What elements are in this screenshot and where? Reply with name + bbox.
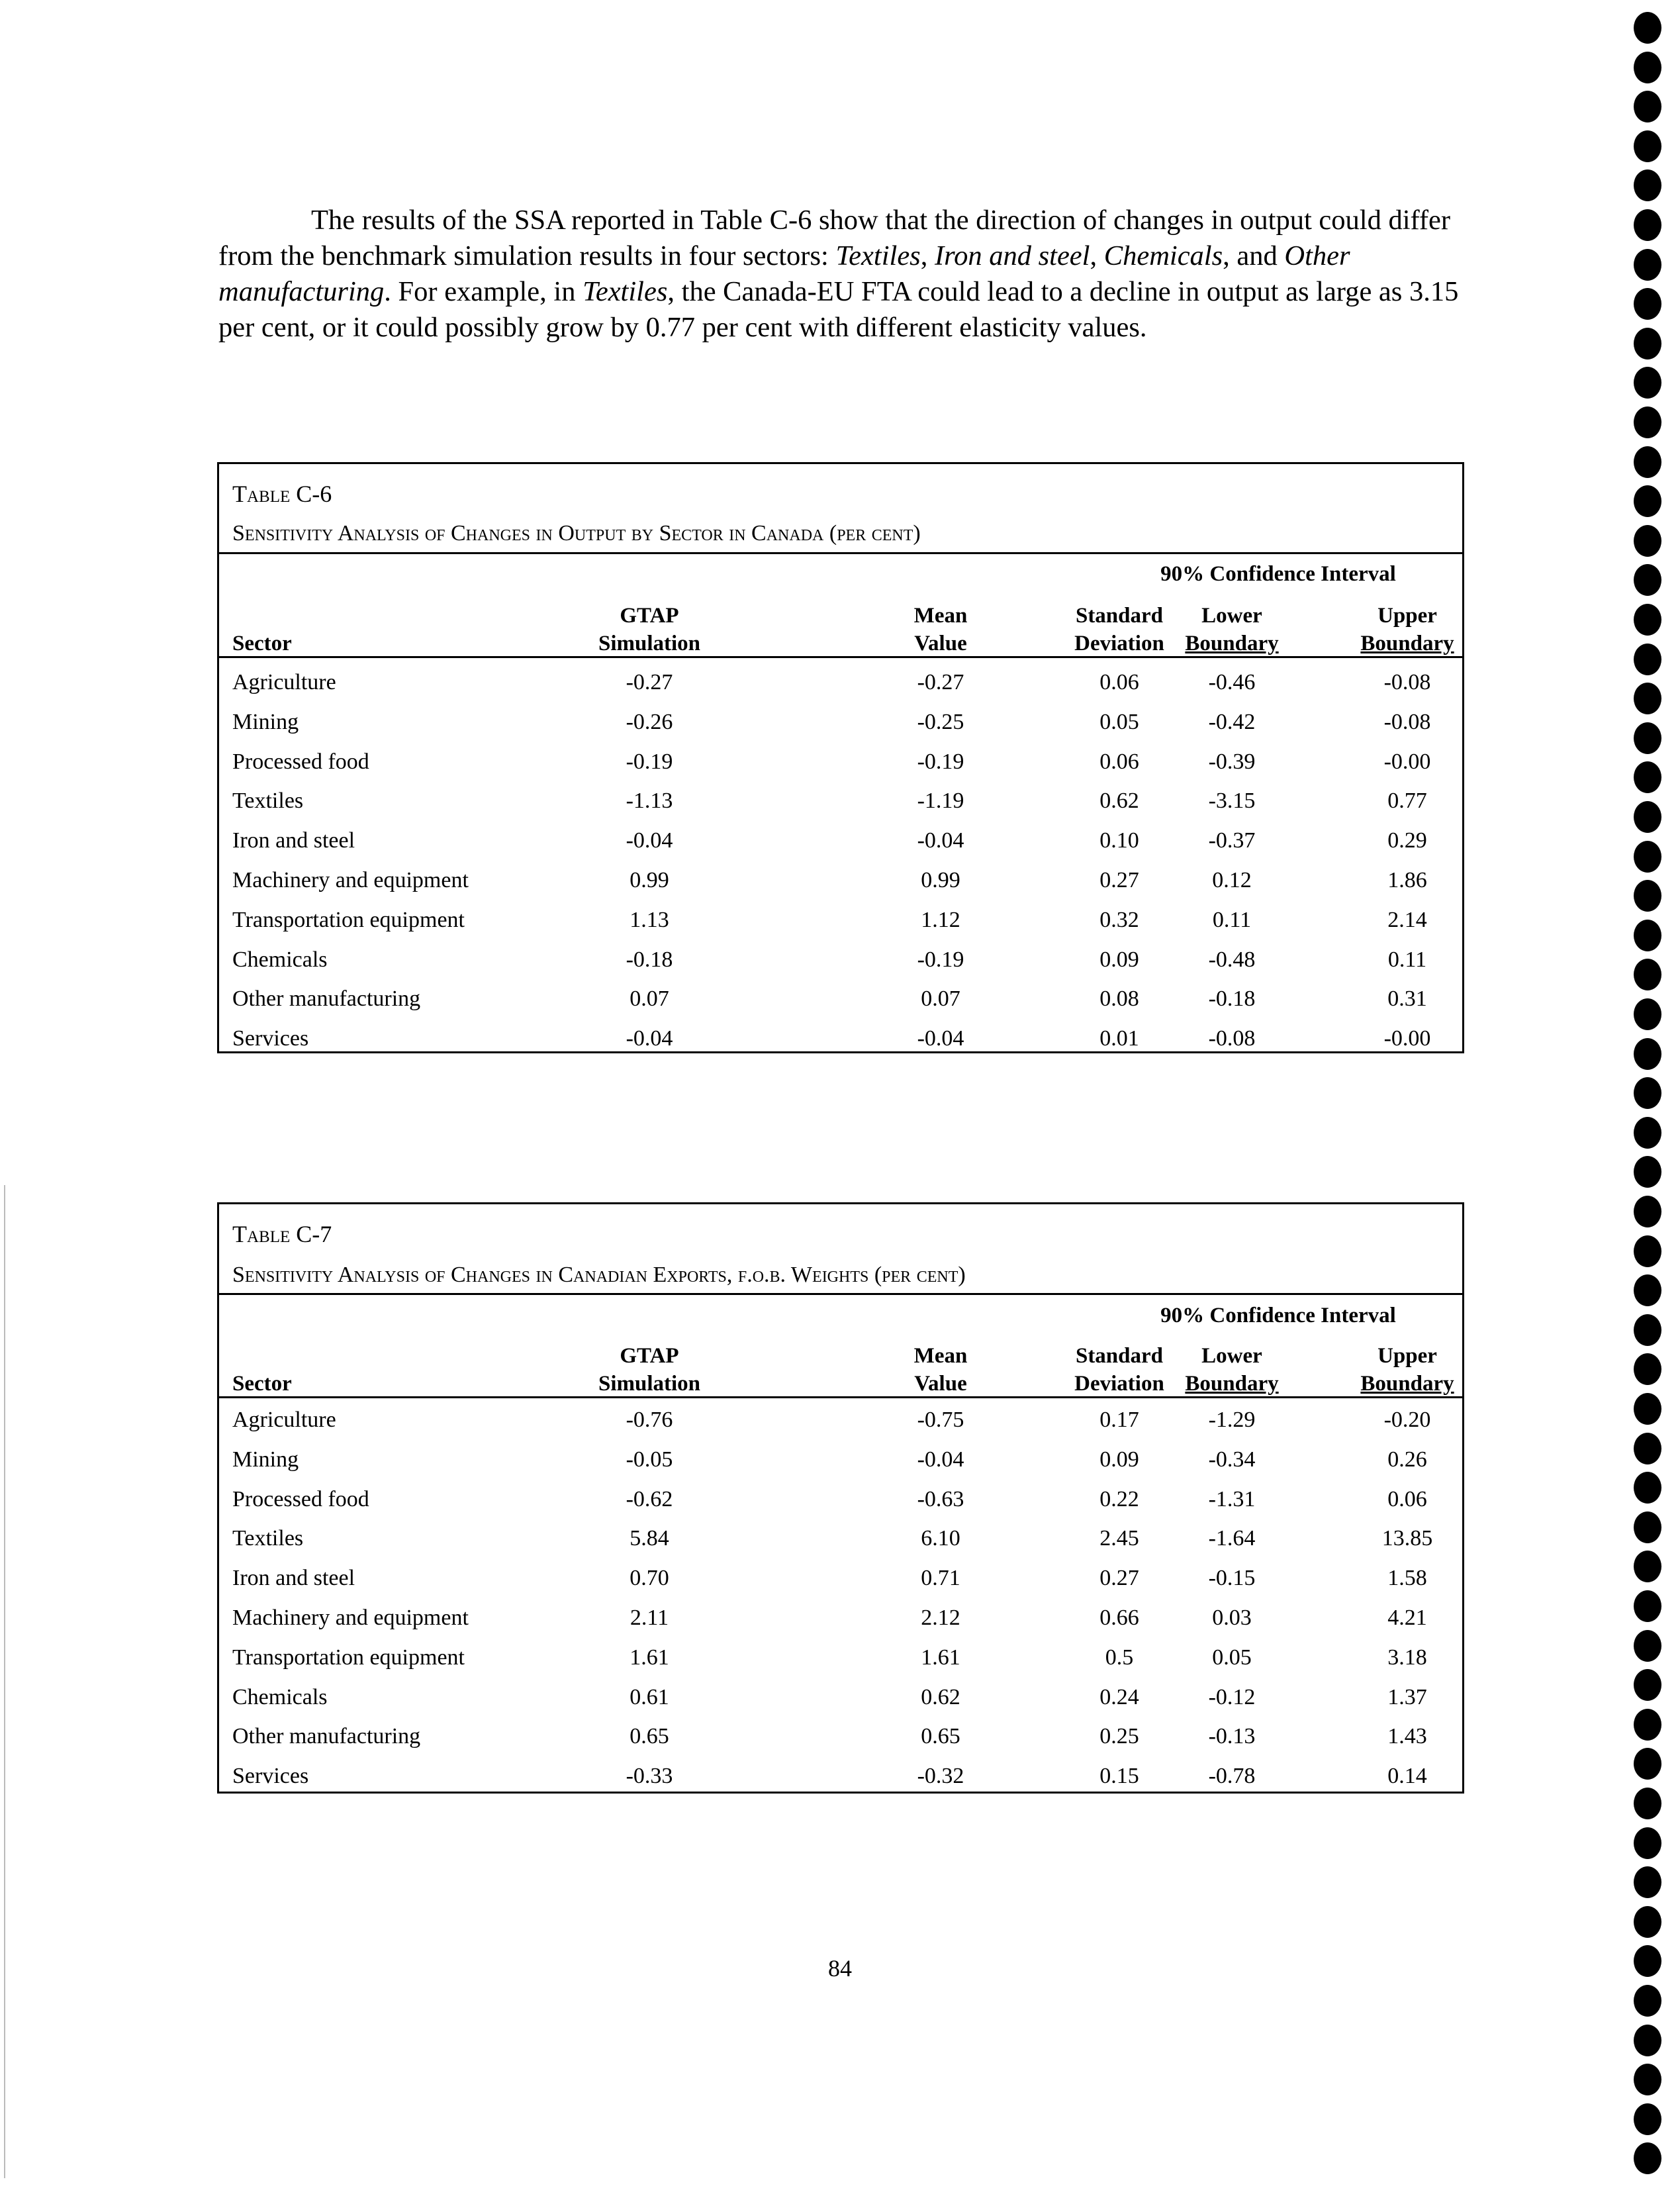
- cell-mean: -0.04: [917, 1026, 964, 1051]
- cell-sector: Iron and steel: [232, 828, 355, 853]
- cell-mean: 0.65: [921, 1724, 960, 1749]
- table-row: [219, 1408, 1462, 1447]
- cell-std: 0.01: [1099, 1026, 1139, 1051]
- header-std: Standard Deviation: [1074, 1344, 1164, 1396]
- binding-hole: [1634, 1353, 1661, 1385]
- cell-lower: -0.48: [1208, 947, 1256, 972]
- header-lower: Lower Boundary: [1185, 1344, 1279, 1396]
- binding-hole: [1634, 1038, 1661, 1070]
- binding-hole: [1634, 367, 1661, 399]
- cell-gtap: 2.11: [630, 1605, 669, 1630]
- binding-hole: [1634, 959, 1661, 990]
- cell-upper: 0.31: [1387, 986, 1427, 1012]
- header-upper: Upper Boundary: [1360, 1344, 1454, 1396]
- cell-sector: Processed food: [232, 1486, 369, 1511]
- cell-mean: 0.71: [921, 1566, 960, 1591]
- cell-std: 0.17: [1099, 1408, 1139, 1432]
- cell-mean: 0.99: [921, 868, 960, 892]
- binding-holes: [1634, 12, 1667, 2197]
- cell-mean: -0.75: [917, 1408, 964, 1432]
- cell-gtap: -0.76: [626, 1408, 673, 1432]
- cell-std: 0.06: [1099, 749, 1139, 774]
- cell-lower: -3.15: [1208, 789, 1256, 814]
- cell-lower: -0.13: [1208, 1724, 1256, 1749]
- binding-hole: [1634, 169, 1661, 201]
- cell-sector: Textiles: [232, 789, 304, 814]
- header-sector: Sector: [232, 632, 292, 655]
- header-gtap: GTAP Simulation: [598, 1344, 701, 1396]
- cell-upper: -0.00: [1383, 1026, 1431, 1051]
- cell-sector: Textiles: [232, 1526, 304, 1551]
- binding-hole: [1634, 249, 1661, 281]
- title-rule: [219, 552, 1462, 554]
- cell-mean: -0.27: [917, 670, 964, 695]
- cell-gtap: 1.13: [630, 907, 669, 932]
- header-upper: Upper Boundary: [1360, 604, 1454, 655]
- binding-hole: [1634, 1590, 1661, 1622]
- cell-upper: 0.06: [1387, 1486, 1427, 1511]
- table-row: [219, 1566, 1462, 1605]
- cell-gtap: -0.26: [626, 709, 673, 734]
- cell-lower: -0.42: [1208, 709, 1256, 734]
- cell-std: 0.27: [1099, 1566, 1139, 1591]
- cell-mean: 1.61: [921, 1645, 960, 1670]
- cell-std: 0.09: [1099, 947, 1139, 972]
- cell-gtap: -0.04: [626, 1026, 673, 1051]
- cell-upper: 1.86: [1387, 868, 1427, 892]
- binding-hole: [1634, 1551, 1661, 1582]
- cell-upper: 13.85: [1381, 1526, 1433, 1551]
- confidence-interval-label: 90% Confidence Interval: [1160, 562, 1396, 586]
- binding-hole: [1634, 91, 1661, 122]
- binding-hole: [1634, 1945, 1661, 1977]
- scan-margin-line: [4, 1185, 5, 2178]
- cell-upper: -0.00: [1383, 749, 1431, 774]
- cell-mean: -1.19: [917, 789, 964, 814]
- binding-hole: [1634, 288, 1661, 320]
- binding-hole: [1634, 1827, 1661, 1859]
- cell-sector: Other manufacturing: [232, 986, 421, 1012]
- cell-gtap: 0.61: [630, 1684, 669, 1709]
- cell-mean: 2.12: [921, 1605, 960, 1630]
- binding-hole: [1634, 1314, 1661, 1346]
- cell-mean: -0.63: [917, 1486, 964, 1511]
- page-number: 84: [828, 1955, 852, 1982]
- cell-upper: 1.37: [1387, 1684, 1427, 1709]
- binding-hole: [1634, 1985, 1661, 2017]
- cell-upper: 0.14: [1387, 1764, 1427, 1789]
- cell-mean: 0.62: [921, 1684, 960, 1709]
- cell-upper: 3.18: [1387, 1645, 1427, 1670]
- cell-sector: Transportation equipment: [232, 1645, 465, 1670]
- cell-gtap: 5.84: [630, 1526, 669, 1551]
- table-label: Table C-6: [232, 481, 332, 507]
- cell-lower: 0.03: [1212, 1605, 1252, 1630]
- cell-sector: Mining: [232, 709, 299, 734]
- binding-hole: [1634, 564, 1661, 596]
- cell-gtap: -0.62: [626, 1486, 673, 1511]
- binding-hole: [1634, 801, 1661, 833]
- cell-sector: Machinery and equipment: [232, 868, 469, 892]
- table-row: [219, 1764, 1462, 1803]
- cell-std: 0.15: [1099, 1764, 1139, 1789]
- table-row: [219, 868, 1462, 908]
- cell-std: 0.25: [1099, 1724, 1139, 1749]
- binding-hole: [1634, 1433, 1661, 1464]
- cell-std: 0.06: [1099, 670, 1139, 695]
- binding-hole: [1634, 1748, 1661, 1780]
- cell-lower: 0.11: [1212, 907, 1252, 932]
- table-row: [219, 710, 1462, 749]
- cell-lower: -0.15: [1208, 1566, 1256, 1591]
- cell-sector: Agriculture: [232, 670, 336, 695]
- cell-mean: -0.19: [917, 749, 964, 774]
- cell-sector: Processed food: [232, 749, 369, 774]
- cell-mean: 6.10: [921, 1526, 960, 1551]
- table-row: [219, 908, 1462, 947]
- binding-hole: [1634, 2064, 1661, 2095]
- cell-gtap: -0.04: [626, 828, 673, 853]
- cell-gtap: -0.33: [626, 1764, 673, 1789]
- table-row: [219, 1487, 1462, 1527]
- cell-upper: 0.11: [1387, 947, 1427, 972]
- cell-upper: 4.21: [1387, 1605, 1427, 1630]
- table-row: [219, 1447, 1462, 1487]
- table-row: [219, 1685, 1462, 1725]
- binding-hole: [1634, 880, 1661, 912]
- binding-hole: [1634, 1077, 1661, 1109]
- cell-sector: Services: [232, 1764, 309, 1789]
- table-row: [219, 1605, 1462, 1645]
- table-c6: [217, 462, 1464, 1053]
- binding-hole: [1634, 1630, 1661, 1662]
- cell-upper: 0.77: [1387, 789, 1427, 814]
- table-row: [219, 1026, 1462, 1066]
- binding-hole: [1634, 683, 1661, 714]
- table-row: [219, 986, 1462, 1026]
- cell-lower: -0.46: [1208, 670, 1256, 695]
- cell-lower: -1.31: [1208, 1486, 1256, 1511]
- cell-mean: -0.25: [917, 709, 964, 734]
- binding-hole: [1634, 722, 1661, 754]
- binding-hole: [1634, 1709, 1661, 1741]
- cell-sector: Agriculture: [232, 1408, 336, 1432]
- binding-hole: [1634, 1669, 1661, 1701]
- confidence-interval-label: 90% Confidence Interval: [1160, 1304, 1396, 1327]
- cell-upper: -0.20: [1383, 1408, 1431, 1432]
- cell-upper: -0.08: [1383, 670, 1431, 695]
- binding-hole: [1634, 130, 1661, 162]
- cell-upper: 0.29: [1387, 828, 1427, 853]
- table-title: Sensitivity Analysis of Changes in Canadian Exports, f.o.b. Weights (per cent): [232, 1263, 966, 1287]
- table-row: [219, 1645, 1462, 1685]
- table-c7: [217, 1202, 1464, 1794]
- cell-mean: -0.19: [917, 947, 964, 972]
- cell-lower: -0.08: [1208, 1026, 1256, 1051]
- title-rule: [219, 1293, 1462, 1295]
- cell-lower: -0.78: [1208, 1764, 1256, 1789]
- cell-gtap: 0.65: [630, 1724, 669, 1749]
- binding-hole: [1634, 1511, 1661, 1543]
- binding-hole: [1634, 1196, 1661, 1227]
- table-row: [219, 670, 1462, 710]
- binding-hole: [1634, 604, 1661, 636]
- binding-hole: [1634, 841, 1661, 873]
- cell-std: 0.08: [1099, 986, 1139, 1012]
- cell-lower: -0.39: [1208, 749, 1256, 774]
- cell-lower: -0.37: [1208, 828, 1256, 853]
- binding-hole: [1634, 1393, 1661, 1425]
- cell-mean: 0.07: [921, 986, 960, 1012]
- cell-sector: Mining: [232, 1447, 299, 1472]
- binding-hole: [1634, 1906, 1661, 1938]
- header-rule: [219, 656, 1462, 658]
- cell-std: 0.27: [1099, 868, 1139, 892]
- binding-hole: [1634, 12, 1661, 44]
- cell-std: 0.24: [1099, 1684, 1139, 1709]
- table-row: [219, 1724, 1462, 1764]
- header-gtap: GTAP Simulation: [598, 604, 701, 655]
- binding-hole: [1634, 525, 1661, 557]
- binding-hole: [1634, 761, 1661, 793]
- cell-gtap: 0.70: [630, 1566, 669, 1591]
- binding-hole: [1634, 485, 1661, 517]
- cell-std: 0.22: [1099, 1486, 1139, 1511]
- cell-std: 0.10: [1099, 828, 1139, 853]
- binding-hole: [1634, 644, 1661, 675]
- cell-lower: 0.12: [1212, 868, 1252, 892]
- table-row: [219, 828, 1462, 868]
- cell-lower: -0.34: [1208, 1447, 1256, 1472]
- header-mean: Mean Value: [913, 1344, 968, 1396]
- table-row: [219, 1526, 1462, 1566]
- cell-gtap: -0.18: [626, 947, 673, 972]
- cell-lower: -1.64: [1208, 1526, 1256, 1551]
- cell-mean: -0.32: [917, 1764, 964, 1789]
- binding-hole: [1634, 209, 1661, 241]
- binding-hole: [1634, 2103, 1661, 2135]
- cell-mean: -0.04: [917, 828, 964, 853]
- cell-std: 0.05: [1099, 709, 1139, 734]
- binding-hole: [1634, 407, 1661, 438]
- header-mean: Mean Value: [913, 604, 968, 655]
- binding-hole: [1634, 920, 1661, 951]
- cell-mean: -0.04: [917, 1447, 964, 1472]
- cell-lower: -0.18: [1208, 986, 1256, 1012]
- table-label: Table C-7: [232, 1221, 332, 1247]
- cell-gtap: 1.61: [630, 1645, 669, 1670]
- binding-hole: [1634, 328, 1661, 359]
- cell-sector: Chemicals: [232, 1684, 328, 1709]
- cell-std: 0.09: [1099, 1447, 1139, 1472]
- cell-lower: -1.29: [1208, 1408, 1256, 1432]
- cell-gtap: 0.07: [630, 986, 669, 1012]
- binding-hole: [1634, 1788, 1661, 1819]
- binding-hole: [1634, 52, 1661, 83]
- binding-hole: [1634, 1274, 1661, 1306]
- binding-hole: [1634, 1472, 1661, 1504]
- table-row: [219, 749, 1462, 789]
- cell-upper: 1.43: [1387, 1724, 1427, 1749]
- cell-std: 0.66: [1099, 1605, 1139, 1630]
- table-title: Sensitivity Analysis of Changes in Output by Sector in Canada (per cent): [232, 521, 921, 546]
- cell-upper: 0.26: [1387, 1447, 1427, 1472]
- cell-std: 0.32: [1099, 907, 1139, 932]
- header-sector: Sector: [232, 1372, 292, 1396]
- binding-hole: [1634, 2142, 1661, 2174]
- cell-mean: 1.12: [921, 907, 960, 932]
- cell-sector: Chemicals: [232, 947, 328, 972]
- binding-hole: [1634, 1235, 1661, 1267]
- cell-gtap: -1.13: [626, 789, 673, 814]
- header-rule: [219, 1396, 1462, 1398]
- binding-hole: [1634, 446, 1661, 478]
- header-std: Standard Deviation: [1074, 604, 1164, 655]
- cell-lower: -0.12: [1208, 1684, 1256, 1709]
- cell-gtap: 0.99: [630, 868, 669, 892]
- cell-sector: Machinery and equipment: [232, 1605, 469, 1630]
- header-lower: Lower Boundary: [1185, 604, 1279, 655]
- cell-sector: Other manufacturing: [232, 1724, 421, 1749]
- cell-std: 0.5: [1105, 1645, 1134, 1670]
- cell-upper: 2.14: [1387, 907, 1427, 932]
- binding-hole: [1634, 1117, 1661, 1149]
- binding-hole: [1634, 1156, 1661, 1188]
- binding-hole: [1634, 998, 1661, 1030]
- table-row: [219, 947, 1462, 987]
- binding-hole: [1634, 2025, 1661, 2056]
- cell-upper: -0.08: [1383, 709, 1431, 734]
- cell-lower: 0.05: [1212, 1645, 1252, 1670]
- cell-gtap: -0.05: [626, 1447, 673, 1472]
- cell-std: 0.62: [1099, 789, 1139, 814]
- cell-gtap: -0.19: [626, 749, 673, 774]
- cell-std: 2.45: [1099, 1526, 1139, 1551]
- table-row: [219, 789, 1462, 828]
- cell-gtap: -0.27: [626, 670, 673, 695]
- cell-sector: Transportation equipment: [232, 907, 465, 932]
- cell-sector: Iron and steel: [232, 1566, 355, 1591]
- binding-hole: [1634, 1866, 1661, 1898]
- body-paragraph: The results of the SSA reported in Table C-6 show that the direction of changes in output could differ from the benchmark simulation results in four sectors: Textiles, Iron and steel, Chemicals, and Other manufacturing. For example, in Textiles, the Canada-EU FTA could lead to a decline in output as large as 3.15 per cent, or it could possibly grow by 0.77 per cent with different elasticity values.: [218, 205, 1459, 343]
- cell-upper: 1.58: [1387, 1566, 1427, 1591]
- cell-sector: Services: [232, 1026, 309, 1051]
